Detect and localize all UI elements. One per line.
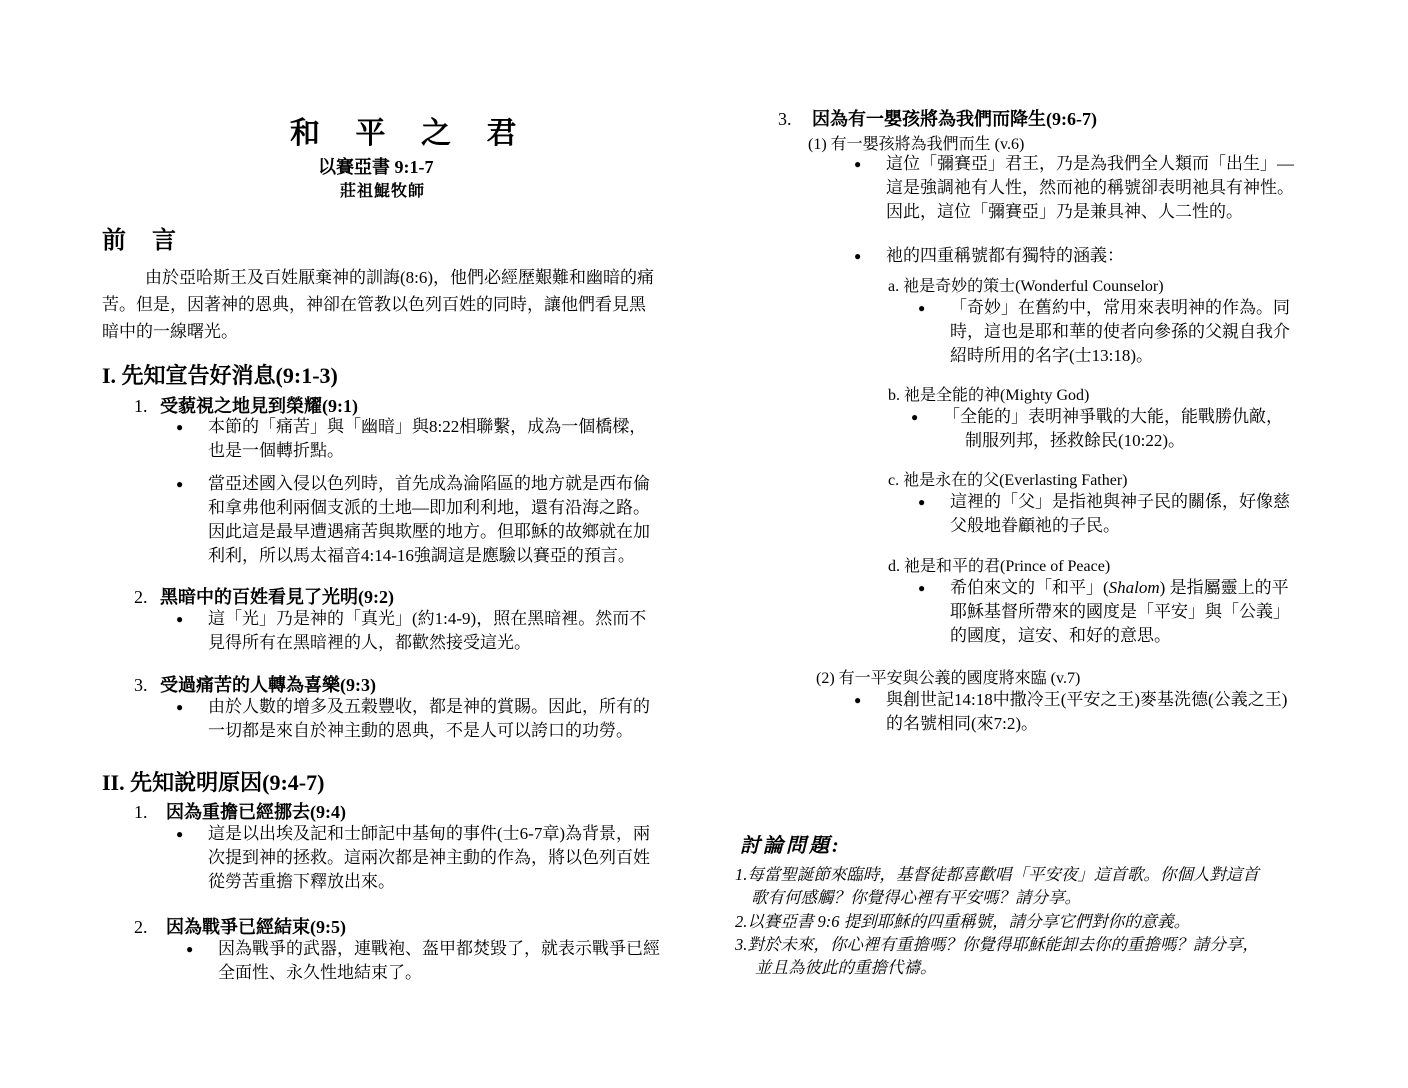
section-1-item-2-title: 2. 黑暗中的百姓看見了光明(9:2) <box>134 587 394 607</box>
bullet-icon: ● <box>176 700 184 714</box>
bullet-icon: ● <box>854 249 862 263</box>
bullet-icon: ● <box>911 410 919 424</box>
bullet-icon: ● <box>918 301 926 315</box>
bullet-item: ● 「奇妙」在舊約中，常用來表明神的作為。同 時，這也是耶和華的使者向參孫的父親自我介 紹時所用的名字(士13:18)。 <box>918 298 1290 365</box>
title-c-label: c. 祂是永在的父(Everlasting Father) <box>888 472 1128 489</box>
title-a-label: a. 祂是奇妙的策士(Wonderful Counselor) <box>888 278 1164 295</box>
bullet-item: ● 這是以出埃及記和士師記中基甸的事件(士6-7章)為背景，兩 次提到神的拯救。這兩次都是神主動的作為，將以色列百姓 從勞苦重擔下釋放出來。 <box>176 824 650 891</box>
bullet-item: ● 希伯來文的「和平」(Shalom) 是指屬靈上的平 耶穌基督所帶來的國度是「平安」與「公義」 的國度，這安、和好的意思。 <box>918 578 1290 645</box>
bullet-icon: ● <box>176 420 184 434</box>
bullet-icon: ● <box>854 693 862 707</box>
bullet-icon: ● <box>176 612 184 626</box>
bullet-item: ● 這「光」乃是神的「真光」(約1:4-9)，照在黑暗裡。然而不 見得所有在黑暗裡的人，都歡然接受這光。 <box>176 609 647 652</box>
bullet-item: ● 祂的四重稱號都有獨特的涵義： <box>886 244 1124 268</box>
title-b-label: b. 祂是全能的神(Mighty God) <box>888 387 1090 404</box>
bullet-icon: ● <box>176 477 184 491</box>
document-title: 和 平 之 君 <box>290 117 531 150</box>
section-1-item-1-title: 1. 受藐視之地見到榮耀(9:1) <box>134 396 358 416</box>
intro-line-1: 由於亞哈斯王及百姓厭棄神的訓誨(8:6)，他們必經歷艱難和幽暗的痛 <box>145 268 655 287</box>
bullet-item: ● 與創世記14:18中撒冷王(平安之王)麥基洗德(公義之王) 的名號相同(來7:2)。 <box>854 690 1288 733</box>
discussion-question: 3.對於未來，你心裡有重擔嗎？你覺得耶穌能卸去你的重擔嗎？請分享， 並且為彼此的重擔代禱。 <box>735 935 1259 977</box>
bullet-icon: ● <box>918 581 926 595</box>
bullet-icon: ● <box>854 157 862 171</box>
intro-line-2: 苦。但是，因著神的恩典，神卻在管教以色列百姓的同時，讓他們看見黑 <box>102 295 646 314</box>
sub-point-2-label: (2) 有一平安與公義的國度將來臨 (v.7) <box>816 670 1081 687</box>
bullet-item: ● 由於人數的增多及五穀豐收，都是神的賞賜。因此，所有的 一切都是來自於神主動的恩典，不是人可以誇口的功勞。 <box>176 697 650 740</box>
bullet-item: ● 「全能的」表明神爭戰的大能，能戰勝仇敵， 制服列邦，拯救餘民(10:22)。 <box>911 407 1283 450</box>
scripture-reference: 以賽亞書 9:1-7 <box>318 157 434 177</box>
discussion-question: 1.每當聖誕節來臨時，基督徒都喜歡唱「平安夜」這首歌。你個人對這首 歌有何感觸？你覺得心裡有平安嗎？請分享。 <box>735 865 1259 907</box>
section-2-item-3-title: 3. 因為有一嬰孩將為我們而降生(9:6-7) <box>778 109 1097 129</box>
bullet-icon: ● <box>918 495 926 509</box>
section-1-heading: I. 先知宣告好消息(9:1-3) <box>102 363 338 388</box>
bullet-item: ● 這位「彌賽亞」君王，乃是為我們全人類而「出生」— 這是強調祂有人性，然而祂的稱號卻表明祂具有神性。 因此，這位「彌賽亞」乃是兼具神、人二性的。 <box>854 154 1294 221</box>
title-d-label: d. 祂是和平的君(Prince of Peace) <box>888 558 1111 575</box>
author-name: 莊祖鯤牧師 <box>340 183 426 200</box>
bullet-item: ● 這裡的「父」是指祂與神子民的關係，好像慈 父般地眷顧祂的子民。 <box>918 492 1290 535</box>
section-2-item-2-title: 2. 因為戰爭已經結束(9:5) <box>134 917 346 937</box>
intro-line-3: 暗中的一線曙光。 <box>102 322 238 341</box>
section-1-item-3-title: 3. 受過痛苦的人轉為喜樂(9:3) <box>134 675 376 695</box>
bullet-icon: ● <box>176 827 184 841</box>
discussion-heading: 討論問題: <box>740 835 842 857</box>
bullet-item: ● 本節的「痛苦」與「幽暗」與8:22相聯繫，成為一個橋樑， 也是一個轉折點。 <box>176 417 647 460</box>
bullet-item: ● 當亞述國入侵以色列時，首先成為淪陷區的地方就是西布倫 和拿弗他利兩個支派的土地—即加利利地，還有沿海之路。 因此這是最早遭遇痛苦與欺壓的地方。但耶穌的故鄉就在加 利利，所以馬太福音4:14-16強調這是應驗以賽亞的預言。 <box>176 474 650 565</box>
intro-heading: 前 言 <box>102 228 186 254</box>
section-2-heading: II. 先知說明原因(9:4-7) <box>102 770 325 795</box>
bullet-item: ● 因為戰爭的武器，連戰袍、盔甲都焚毀了，就表示戰爭已經 全面性、永久性地結束了。 <box>186 939 660 982</box>
discussion-question: 2.以賽亞書 9:6 提到耶穌的四重稱號，請分享它們對你的意義。 <box>735 912 1191 931</box>
sub-point-1-label: (1) 有一嬰孩將為我們而生 (v.6) <box>808 136 1025 153</box>
section-2-item-1-title: 1. 因為重擔已經挪去(9:4) <box>134 802 346 822</box>
bullet-icon: ● <box>186 942 194 956</box>
